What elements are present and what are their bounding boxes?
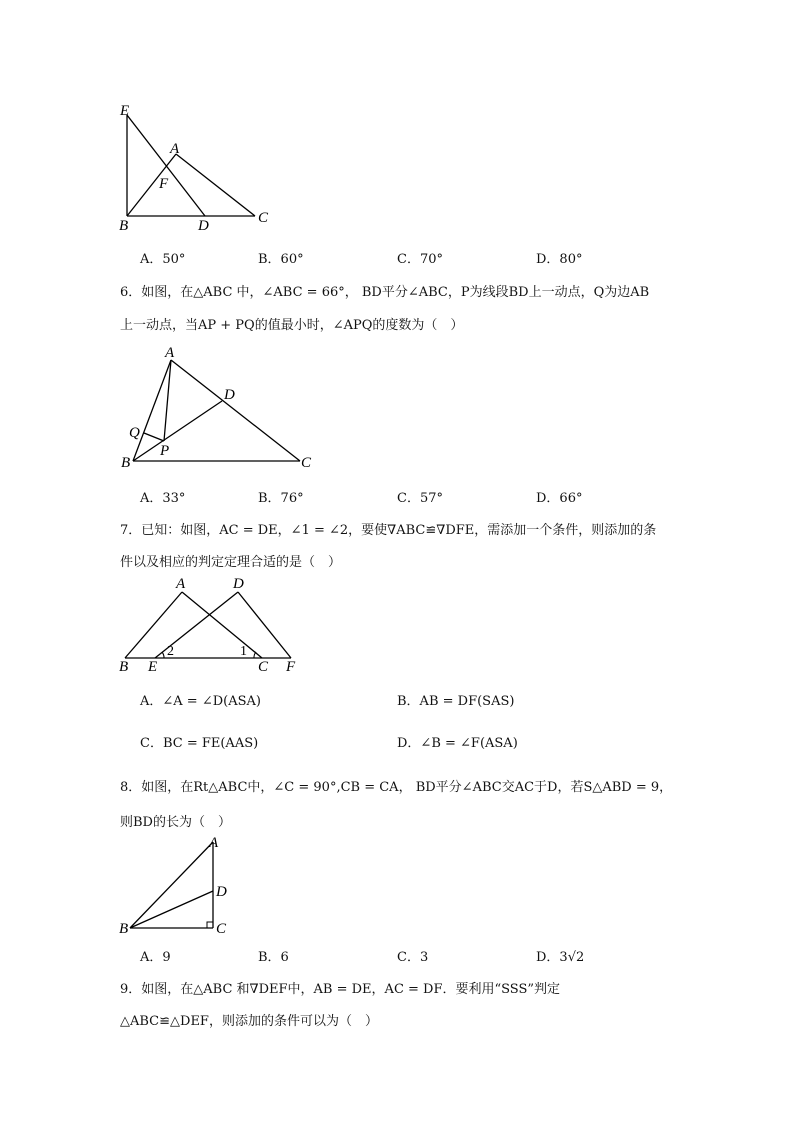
q5-label-C: C xyxy=(258,210,269,226)
q5-label-B: B xyxy=(119,218,129,234)
q8-label-A: A xyxy=(209,835,219,851)
q9-text-line2: △ABC≌△DEF，则添加的条件可以为（ ） xyxy=(120,1014,378,1029)
q8-text-line2: 则BD的长为（ ） xyxy=(120,815,231,830)
q7-label-angle-1: 1 xyxy=(240,644,247,659)
q5-figure xyxy=(110,98,290,238)
q6-text-line1: 6．如图，在△ABC 中，∠ABC = 66°， BD平分∠ABC，P为线段BD上一动点，Q为边AB xyxy=(120,285,650,300)
q8-label-D: D xyxy=(216,884,227,900)
q5-option-c: C．70° xyxy=(397,252,443,267)
q5-option-b: B．60° xyxy=(258,252,304,267)
q6-label-Q: Q xyxy=(129,425,140,441)
q7-label-D: D xyxy=(233,576,244,592)
q6-label-A: A xyxy=(165,345,175,361)
q5-label-E: E xyxy=(120,103,130,119)
q6-figure xyxy=(118,340,318,475)
q5-option-a: A．50° xyxy=(140,252,186,267)
q6-option-b: B．76° xyxy=(258,491,304,506)
q6-label-P: P xyxy=(160,443,170,459)
q7-label-angle-2: 2 xyxy=(167,644,174,659)
q8-option-d: D．3√2 xyxy=(536,950,585,965)
q5-label-F: F xyxy=(159,176,169,192)
q5-label-D: D xyxy=(198,218,209,234)
q7-option-d: D．∠B = ∠F(ASA) xyxy=(397,736,518,751)
q8-figure xyxy=(112,830,242,940)
q6-label-D: D xyxy=(224,387,235,403)
q8-label-C: C xyxy=(216,921,227,937)
q8-text-line1: 8．如图，在Rt△ABC中，∠C = 90°,CB = CA， BD平分∠ABC交AC于D，若S△ABD = 9， xyxy=(120,780,673,795)
q7-label-B: B xyxy=(119,659,129,675)
q7-text-line1: 7．已知：如图，AC = DE，∠1 = ∠2，要使∇ABC≌∇DFE，需添加一个条件，则添加的条 xyxy=(120,523,657,538)
q7-figure xyxy=(115,572,315,677)
q5-label-A: A xyxy=(170,141,180,157)
q9-text-line1: 9．如图，在△ABC 和∇DEF中，AB = DE，AC = DF．要利用“SSS”判定 xyxy=(120,982,561,997)
q7-label-C: C xyxy=(258,659,269,675)
q7-label-A: A xyxy=(176,576,186,592)
q7-label-E: E xyxy=(148,659,158,675)
q7-option-a: A．∠A = ∠D(ASA) xyxy=(140,694,261,709)
q7-label-F: F xyxy=(286,659,296,675)
q7-option-c: C．BC = FE(AAS) xyxy=(140,736,259,751)
q5-option-d: D．80° xyxy=(536,252,583,267)
q6-option-d: D．66° xyxy=(536,491,583,506)
q8-label-B: B xyxy=(119,921,129,937)
q6-label-B: B xyxy=(121,455,131,471)
q7-option-b: B．AB = DF(SAS) xyxy=(397,694,515,709)
q6-text-line2: 上一动点，当AP + PQ的值最小时，∠APQ的度数为（ ） xyxy=(120,318,464,333)
q6-label-C: C xyxy=(301,455,312,471)
q8-option-a: A．9 xyxy=(140,950,171,965)
q6-option-c: C．57° xyxy=(397,491,443,506)
q8-option-b: B．6 xyxy=(258,950,289,965)
q8-option-c: C．3 xyxy=(397,950,429,965)
q7-text-line2: 件以及相应的判定定理合适的是（ ） xyxy=(120,555,342,570)
q6-option-a: A．33° xyxy=(140,491,186,506)
